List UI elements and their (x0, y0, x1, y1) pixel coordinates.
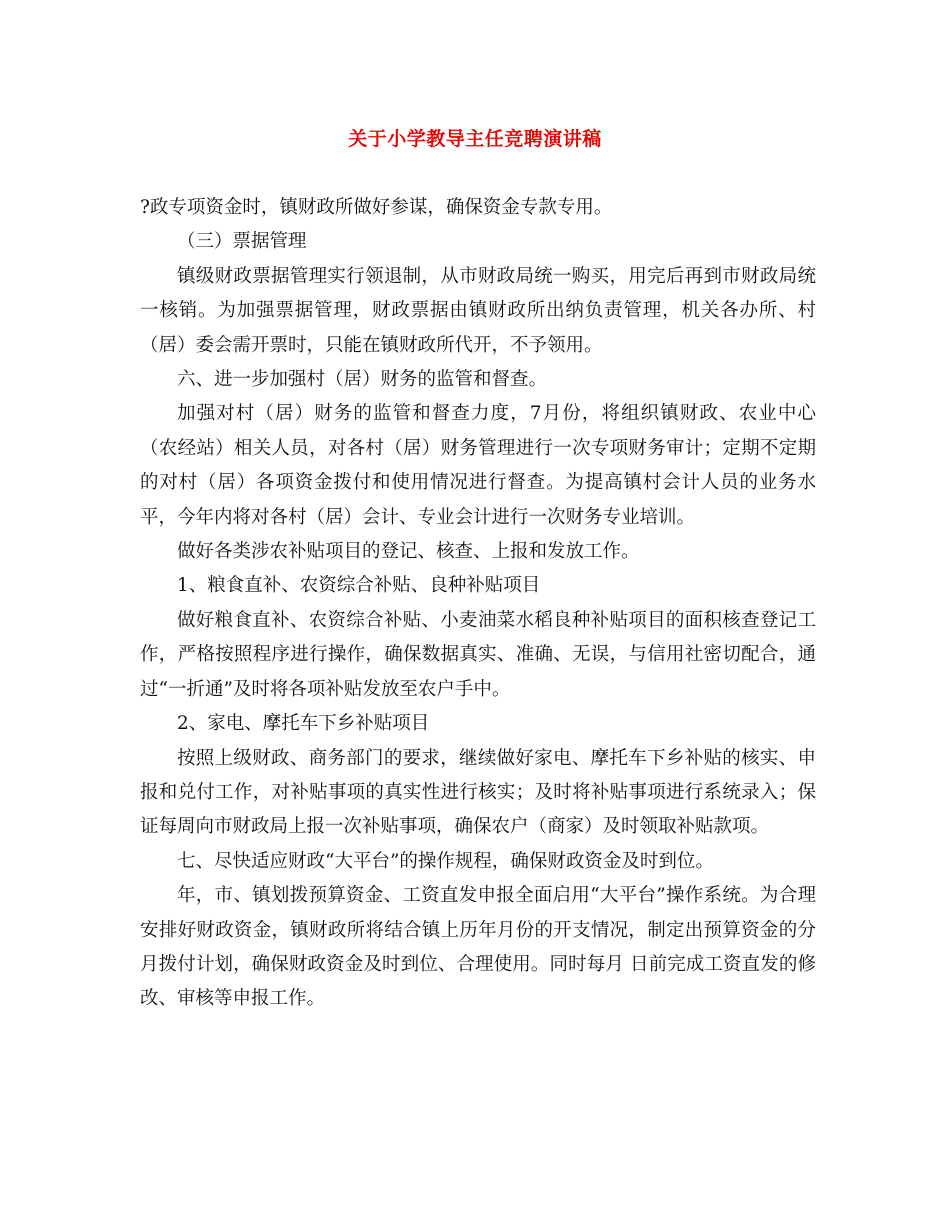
section-heading-receipts: （三）票据管理 (177, 231, 307, 253)
paragraph: 加强对村（居）财务的监管和督查力度，7月份，将组织镇财政、农业中心（农经站）相关人员，对各村（居）财务管理进行一次专项财务审计；定期不定期的对村（居）各项资金拨付和使用情况进行督查。为提高镇村会计人员的业务水平，今年内将对各村（居）会计、专业会计进行一次财务专业培训。 (140, 403, 816, 528)
paragraph: 做好粮食直补、农资综合补贴、小麦油菜水稻良种补贴项目的面积核查登记工作，严格按照程序进行操作，确保数据真实、准确、无误，与信用社密切配合，通过“一折通”及时将各项补贴发放至农户手中。 (140, 609, 816, 700)
paragraph: 做好各类涉农补贴项目的登记、核查、上报和发放工作。 (177, 541, 640, 563)
paragraph: 年，市、镇划拨预算资金、工资直发申报全面启用“大平台”操作系统。为合理安排好财政资金，镇财政所将结合镇上历年月份的开支情况，制定出预算资金的分月拨付计划，确保财政资金及时到位、合理使用。同时每月 日前完成工资直发的修改、审核等申报工作。 (140, 885, 816, 1010)
document-body (140, 191, 816, 1017)
section-heading-seven: 七、尽快适应财政“大平台”的操作规程，确保财政资金及时到位。 (177, 850, 714, 872)
item-heading-1: 1、粮食直补、农资综合补贴、良种补贴项目 (177, 575, 541, 597)
document-title: 关于小学教导主任竞聘演讲稿 (348, 128, 602, 150)
item-heading-2: 2、家电、摩托车下乡补贴项目 (177, 713, 430, 735)
paragraph: 镇级财政票据管理实行领退制，从市财政局统一购买，用完后再到市财政局统一核销。为加强票据管理，财政票据由镇财政所出纳负责管理，机关各办所、村（居）委会需开票时，只能在镇财政所代开，不予领用。 (140, 265, 816, 356)
paragraph: 按照上级财政、商务部门的要求，继续做好家电、摩托车下乡补贴的核实、申报和兑付工作，对补贴事项的真实性进行核实；及时将补贴事项进行系统录入；保证每周向市财政局上报一次补贴事项，确保农户（商家）及时领取补贴款项。 (140, 747, 816, 838)
section-heading-six: 六、进一步加强村（居）财务的监管和督查。 (177, 369, 548, 391)
paragraph-continuation: ?政专项资金时，镇财政所做好参谋，确保资金专款专用。 (140, 197, 613, 218)
